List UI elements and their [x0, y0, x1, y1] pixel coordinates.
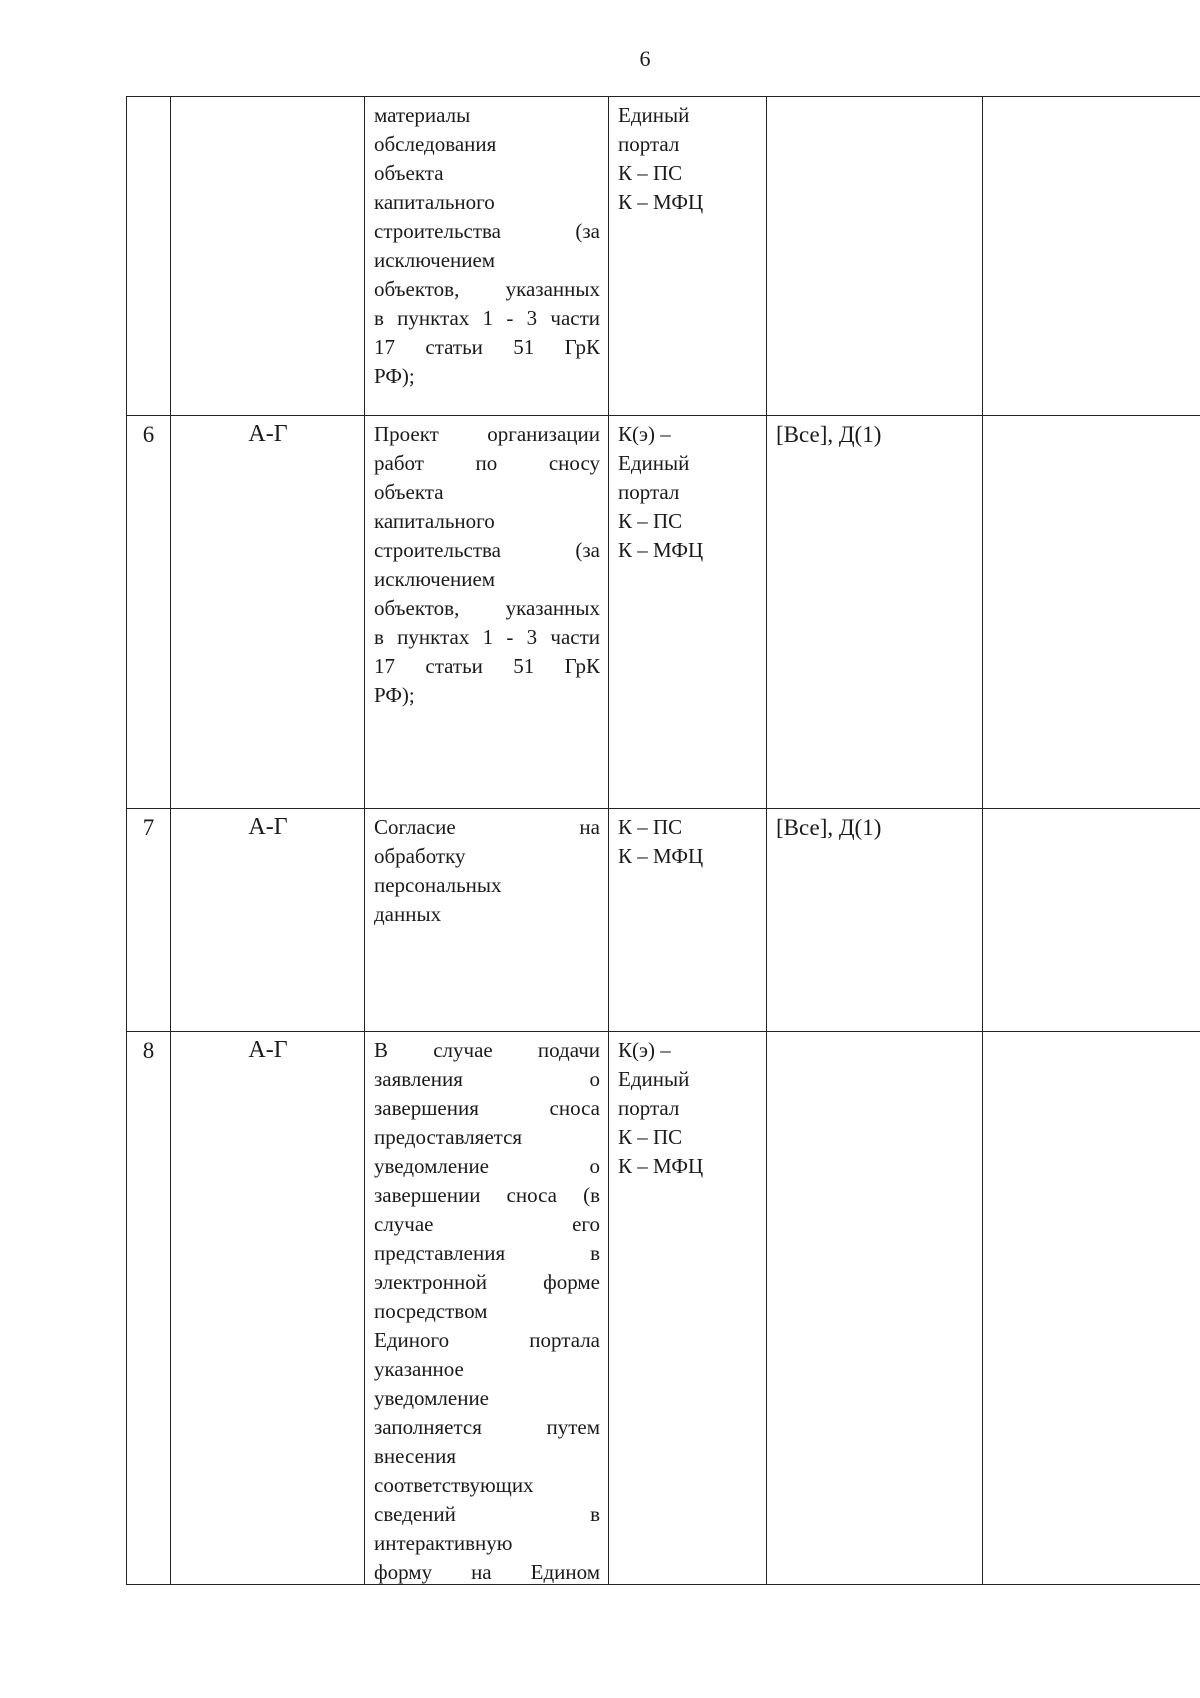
method-line: К(э) – [618, 422, 671, 446]
document-line: уведомление о [374, 1154, 600, 1178]
document-line: электронной форме [374, 1270, 600, 1294]
document-line: капитального [374, 509, 495, 533]
document-line: уведомление [374, 1386, 490, 1410]
document-line: персональных [374, 873, 502, 897]
extra-cell [982, 97, 1200, 415]
table-row [126, 415, 1200, 808]
document-line: Единого портала [374, 1328, 600, 1352]
method-line: К – МФЦ [618, 844, 704, 868]
document-line: 17 статьи 51 ГрК [374, 335, 600, 359]
submission-method-cell [608, 809, 766, 1031]
extra-cell [982, 809, 1200, 1031]
method-line: К – МФЦ [618, 190, 704, 214]
document-line: обработку [374, 844, 466, 868]
category-cell: [Все], Д(1) [766, 809, 982, 1031]
document-line: объекта [374, 480, 444, 504]
document-line: Согласие на [374, 815, 600, 839]
category-cell [766, 97, 982, 415]
submission-method-cell [608, 416, 766, 808]
document-line: обследования [374, 132, 497, 156]
document-name-cell [364, 1032, 608, 1584]
document-name-cell [364, 416, 608, 808]
document-line: объектов, указанных [374, 277, 600, 301]
documents-table [126, 96, 1200, 1585]
document-line: РФ); [374, 683, 415, 707]
row-number-cell: 6 [126, 416, 170, 808]
document-line: работ по сносу [374, 451, 600, 475]
document-line: представления в [374, 1241, 600, 1265]
row-number-cell: 7 [126, 809, 170, 1031]
method-line: Единый [618, 1067, 690, 1091]
document-name-cell [364, 97, 608, 415]
document-line: в пунктах 1 - 3 части [374, 306, 600, 330]
submission-method-cell [608, 1032, 766, 1584]
document-line: материалы [374, 103, 471, 127]
document-line: РФ); [374, 364, 415, 388]
document-line: заполняется путем [374, 1415, 600, 1439]
document-line: случае его [374, 1212, 600, 1236]
method-line: Единый [618, 103, 690, 127]
applicant-code-cell: А-Г [170, 1032, 364, 1584]
document-line: строительства (за [374, 538, 600, 562]
document-line: завершении сноса (в [374, 1183, 600, 1207]
category-cell: [Все], Д(1) [766, 416, 982, 808]
document-line: соответствующих [374, 1473, 534, 1497]
method-line: портал [618, 1096, 680, 1120]
document-line: посредством [374, 1299, 488, 1323]
document-line: В случае подачи [374, 1038, 600, 1062]
extra-cell [982, 1032, 1200, 1584]
applicant-code-cell [170, 97, 364, 415]
document-line: строительства (за [374, 219, 600, 243]
document-name-cell [364, 809, 608, 1031]
table-row [126, 97, 1200, 415]
document-line: исключением [374, 567, 496, 591]
document-line: объектов, указанных [374, 596, 600, 620]
document-line: предоставляется [374, 1125, 523, 1149]
document-line: исключением [374, 248, 496, 272]
page-number: 6 [639, 46, 651, 71]
document-line: объекта [374, 161, 444, 185]
method-line: К – ПС [618, 161, 683, 185]
row-number-cell [126, 97, 170, 415]
document-line: заявления о [374, 1067, 600, 1091]
method-line: К(э) – [618, 1038, 671, 1062]
document-line: в пунктах 1 - 3 части [374, 625, 600, 649]
submission-method-cell [608, 97, 766, 415]
document-line: интерактивную [374, 1531, 513, 1555]
row-number-cell: 8 [126, 1032, 170, 1584]
method-line: К – МФЦ [618, 1154, 704, 1178]
document-line: внесения [374, 1444, 457, 1468]
applicant-code-cell: А-Г [170, 809, 364, 1031]
table-row [126, 1031, 1200, 1584]
method-line: К – МФЦ [618, 538, 704, 562]
document-line: 17 статьи 51 ГрК [374, 654, 600, 678]
document-line: капитального [374, 190, 495, 214]
document-line: форму на Едином [374, 1560, 600, 1584]
method-line: К – ПС [618, 815, 683, 839]
document-line: Проект организации [374, 422, 600, 446]
category-cell [766, 1032, 982, 1584]
method-line: К – ПС [618, 509, 683, 533]
method-line: портал [618, 480, 680, 504]
document-line: сведений в [374, 1502, 600, 1526]
document-line: завершения сноса [374, 1096, 600, 1120]
method-line: портал [618, 132, 680, 156]
table-row [126, 808, 1200, 1031]
extra-cell [982, 416, 1200, 808]
method-line: Единый [618, 451, 690, 475]
applicant-code-cell: А-Г [170, 416, 364, 808]
method-line: К – ПС [618, 1125, 683, 1149]
document-line: указанное [374, 1357, 464, 1381]
document-line: данных [374, 902, 442, 926]
